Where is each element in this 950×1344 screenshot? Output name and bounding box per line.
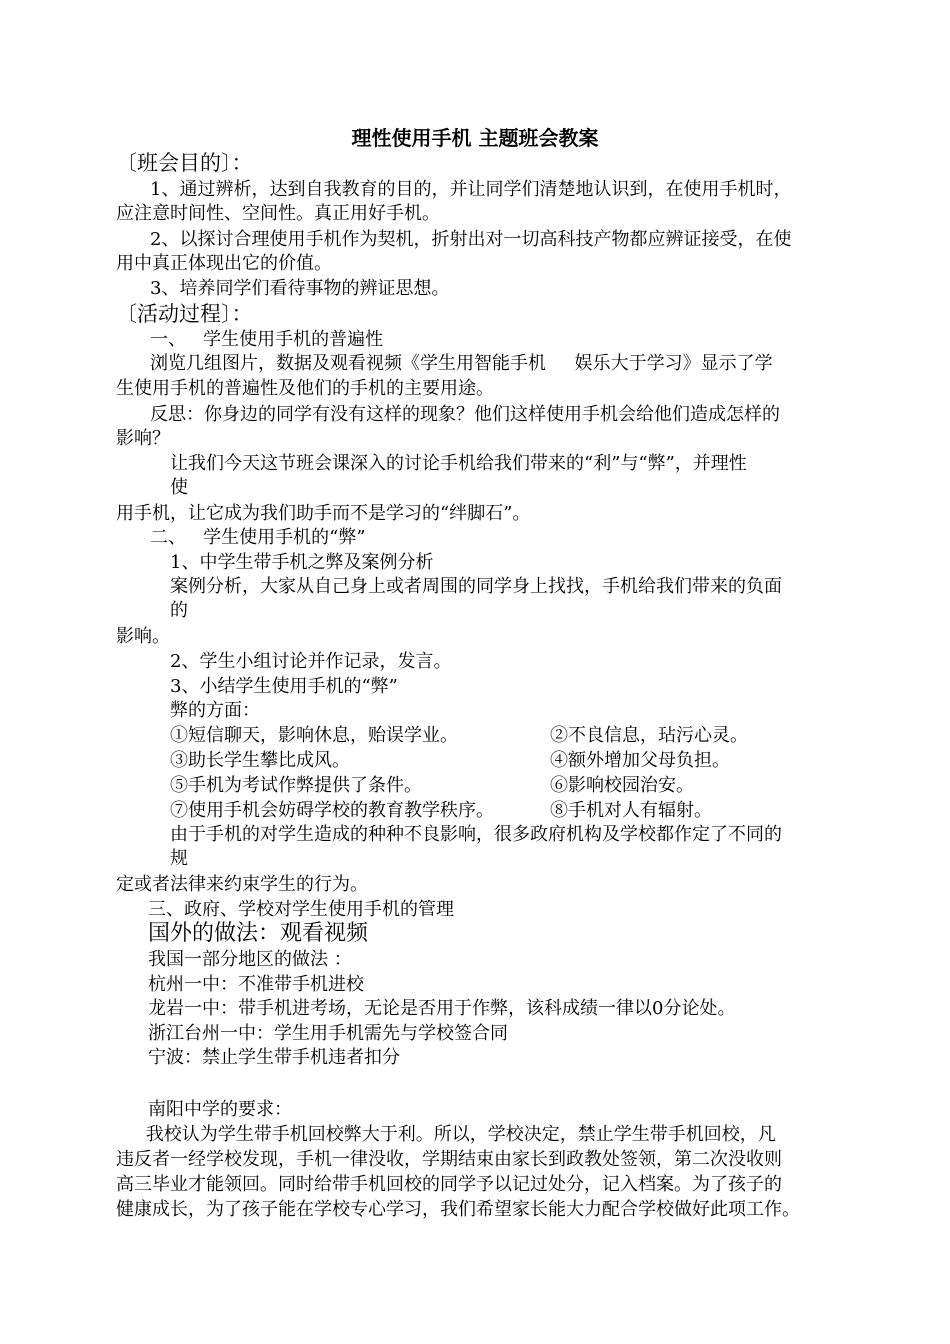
section-2-case: 案例分析，大家从自己身上或者周围的同学身上找找，手机给我们带来的负面 bbox=[170, 576, 782, 597]
section-2-case-wrap: 的 bbox=[170, 600, 188, 621]
section-2-item-1: 1、中学生带手机之弊及案例分析 bbox=[170, 552, 434, 573]
cons-item: ①短信聊天，影响休息，贻误学业。 bbox=[170, 725, 458, 746]
foreign-practice: 国外的做法：观看视频 bbox=[148, 921, 369, 946]
nanyang-heading: 南阳中学的要求： bbox=[148, 1099, 292, 1120]
purpose-item-2-cont: 用中真正体现出它的价值。 bbox=[116, 253, 332, 274]
cons-item: ⑧手机对人有辐射。 bbox=[550, 800, 712, 821]
purpose-item-2: 2、以探讨合理使用手机作为契机，折射出对一切高科技产物都应辨证接受，在使 bbox=[150, 229, 792, 250]
nanyang-line: 我校认为学生带手机回校弊大于利。所以，学校决定，禁止学生带手机回校，凡 bbox=[140, 1124, 776, 1145]
cons-item: ⑥影响校园治安。 bbox=[550, 775, 694, 796]
section-1-para-3-cont: 用手机，让它成为我们助手而不是学习的“绊脚石”。 bbox=[116, 503, 531, 524]
section-1-para-2-cont: 影响？ bbox=[116, 428, 170, 449]
section-1-para-1-cont: 生使用手机的普遍性及他们的手机的主要用途。 bbox=[116, 378, 494, 399]
section-3-title: 三、政府、学校对学生使用手机的管理 bbox=[148, 899, 454, 920]
section-2-summary-cont: 定或者法律来约束学生的行为。 bbox=[116, 874, 368, 895]
section-1-title: 一、 学生使用手机的普遍性 bbox=[150, 329, 384, 350]
nanyang-line: 健康成长，为了孩子能在学校专心学习，我们希望家长能大力配合学校做好此项工作。 bbox=[116, 1199, 800, 1220]
china-practice-heading: 我国一部分地区的做法 ： bbox=[148, 949, 352, 970]
cons-label: 弊的方面： bbox=[170, 700, 260, 721]
cons-item: ⑤手机为考试作弊提供了条件。 bbox=[170, 775, 422, 796]
policy-longyan: 龙岩一中：带手机进考场，无论是否用于作弊，该科成绩一律以0分论处。 bbox=[148, 998, 736, 1019]
section-2-summary-wrap: 规 bbox=[170, 848, 188, 869]
section-2-case-cont: 影响。 bbox=[116, 626, 170, 647]
section-2-title: 二、 学生使用手机的“弊” bbox=[150, 527, 366, 548]
purpose-heading: 〔班会目的〕： bbox=[116, 151, 253, 175]
cons-item: ④额外增加父母负担。 bbox=[550, 750, 730, 771]
section-1-para-3-wrap: 使 bbox=[170, 477, 188, 498]
policy-hangzhou: 杭州一中：不准带手机进校 bbox=[148, 974, 364, 995]
cons-item: ③助长学生攀比成风。 bbox=[170, 750, 350, 771]
purpose-item-1-cont: 应注意时间性、空间性。真正用好手机。 bbox=[116, 203, 440, 224]
nanyang-line: 违反者一经学校发现，手机一律没收，学期结束由家长到政教处签领，第二次没收则 bbox=[116, 1149, 782, 1170]
section-2-item-3: 3、小结学生使用手机的“弊” bbox=[170, 676, 398, 697]
nanyang-line: 高三毕业才能领回。同时给带手机回校的同学予以记过处分，记入档案。为了孩子的 bbox=[116, 1174, 782, 1195]
section-1-para-2: 反思：你身边的同学有没有这样的现象？他们这样使用手机会给他们造成怎样的 bbox=[150, 404, 780, 425]
section-2-summary: 由于手机的对学生造成的种种不良影响，很多政府机构及学校都作定了不同的 bbox=[170, 824, 782, 845]
page-title: 理性使用手机 主题班会教案 bbox=[351, 126, 599, 150]
policy-taizhou: 浙江台州一中：学生用手机需先与学校签合同 bbox=[148, 1023, 508, 1044]
process-heading: 〔活动过程〕： bbox=[116, 302, 253, 326]
purpose-item-1: 1、通过辨析，达到自我教育的目的，并让同学们清楚地认识到，在使用手机时， bbox=[150, 179, 792, 200]
cons-item: ⑦使用手机会妨碍学校的教育教学秩序。 bbox=[170, 800, 494, 821]
section-1-para-1: 浏览几组图片，数据及观看视频《学生用智能手机 娱乐大于学习》显示了学 bbox=[150, 353, 773, 374]
purpose-item-3: 3、培养同学们看待事物的辨证思想。 bbox=[150, 278, 450, 299]
section-1-para-3: 让我们今天这节班会课深入的讨论手机给我们带来的“利”与“弊”，并理性 bbox=[170, 453, 747, 474]
cons-item: ②不良信息，玷污心灵。 bbox=[550, 725, 748, 746]
section-2-item-2: 2、学生小组讨论并作记录，发言。 bbox=[170, 651, 452, 672]
policy-ningbo: 宁波：禁止学生带手机违者扣分 bbox=[148, 1047, 400, 1068]
